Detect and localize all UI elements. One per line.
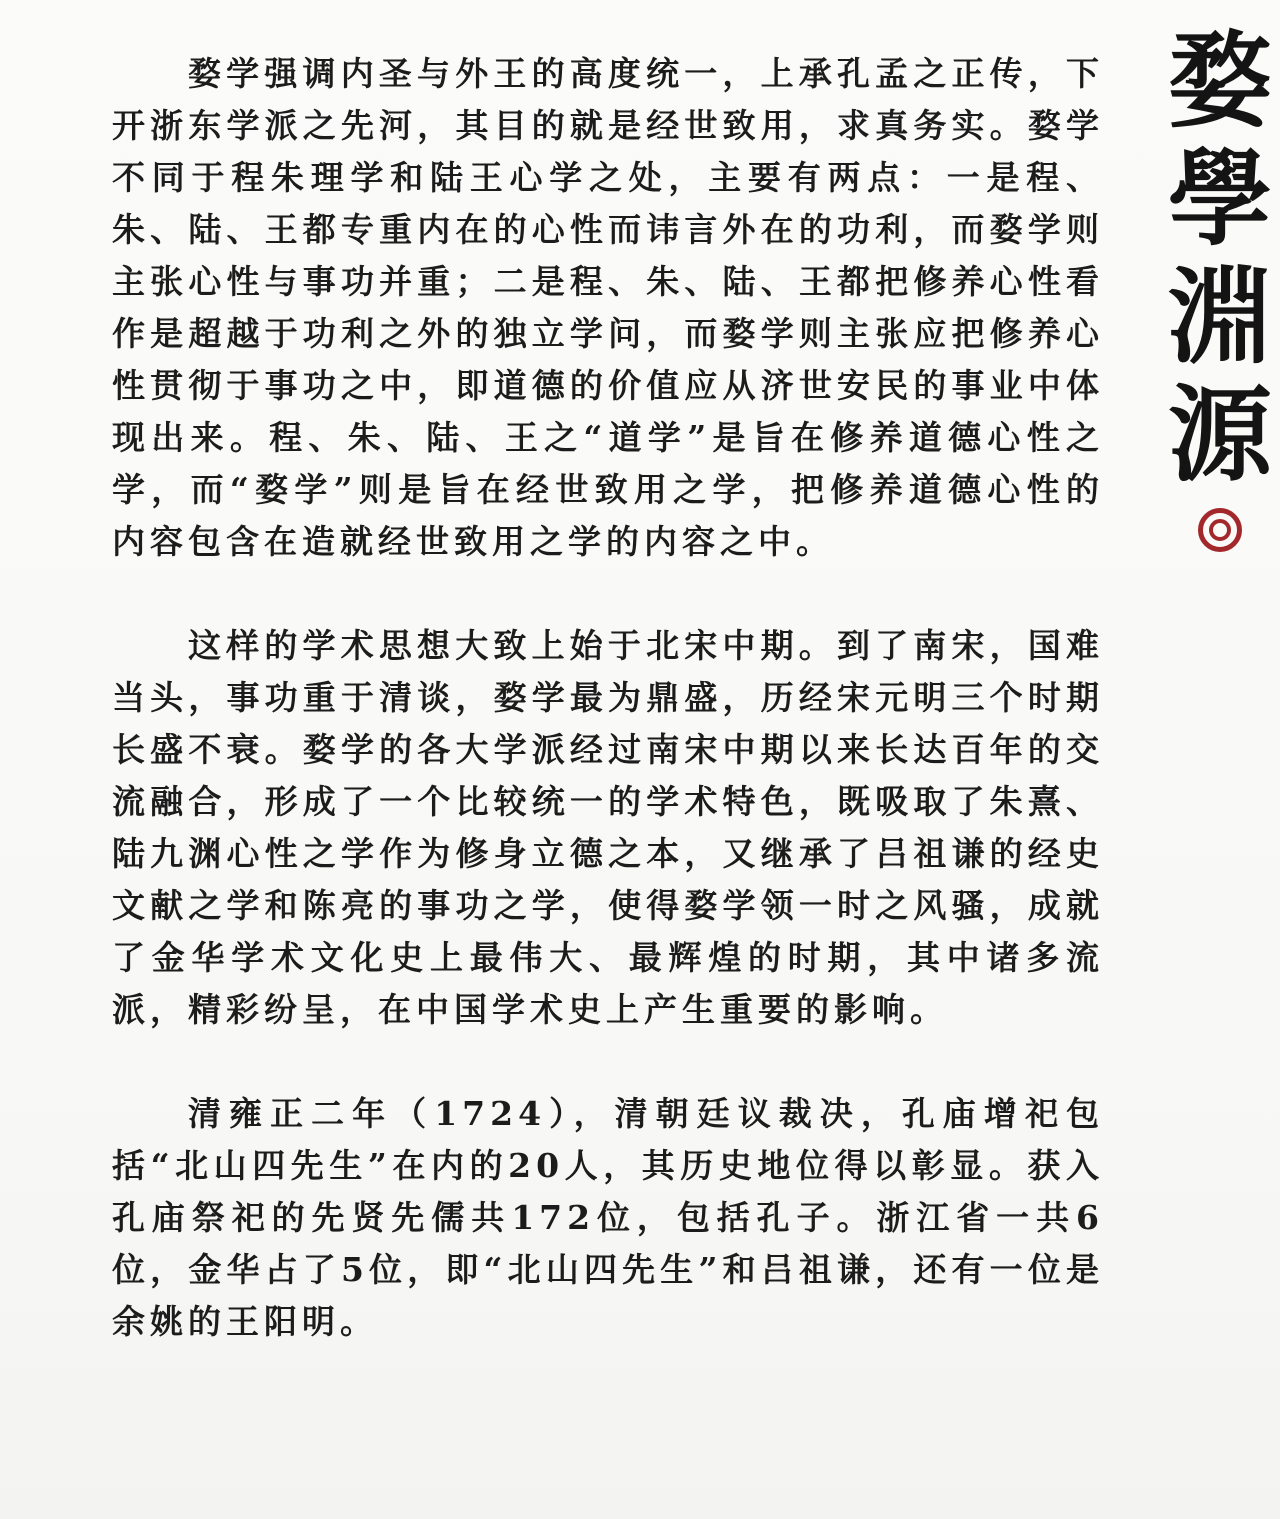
body-text [112,48,1104,1348]
vertical-title [1168,19,1273,552]
title-char-4: 源 [1168,373,1273,496]
title-char-1: 婺 [1168,19,1273,142]
paragraph-3: 清雍正二年（1724），清朝廷议裁决，孔庙增祀包括“北山四先生”在内的20人，其历史地位得以彰显。获入孔庙祭祀的先贤先儒共172位，包括孔子。浙江省一共6位，金华占了5位，即“北山四先生”和吕祖谦，还有一位是余姚的王阳明。 [112,1094,1104,1341]
paragraph-1: 婺学强调内圣与外王的高度统一，上承孔孟之正传，下开浙东学派之先河，其目的就是经世致用，求真务实。婺学不同于程朱理学和陆王心学之处，主要有两点：一是程、朱、陆、王都专重内在的心性而讳言外在的功利，而婺学则主张心性与事功并重；二是程、朱、陆、王都把修养心性看作是超越于功利之外的独立学问，而婺学则主张应把修养心性贯彻于事功之中，即道德的价值应从济世安民的事业中体现出来。程、朱、陆、王之“道学”是旨在修养道德心性之学，而“婺学”则是旨在经世致用之学，把修养道德心性的内容包含在造就经世致用之学的内容之中。 [112,54,1104,561]
title-char-2: 學 [1168,137,1273,260]
inner-circle [1209,519,1231,541]
title-char-3: 淵 [1168,255,1273,378]
paragraph-2: 这样的学术思想大致上始于北宋中期。到了南宋，国难当头，事功重于清谈，婺学最为鼎盛，历经宋元明三个时期长盛不衰。婺学的各大学派经过南宋中期以来长达百年的交流融合，形成了一个比较统一的学术特色，既吸取了朱熹、陆九渊心性之学作为修身立德之本，又继承了吕祖谦的经史文献之学和陈亮的事功之学，使得婺学领一时之风骚，成就了金华学术文化史上最伟大、最辉煌的时期，其中诸多流派，精彩纷呈，在中国学术史上产生重要的影响。 [112,626,1104,1029]
double-circle-icon [1198,508,1242,552]
